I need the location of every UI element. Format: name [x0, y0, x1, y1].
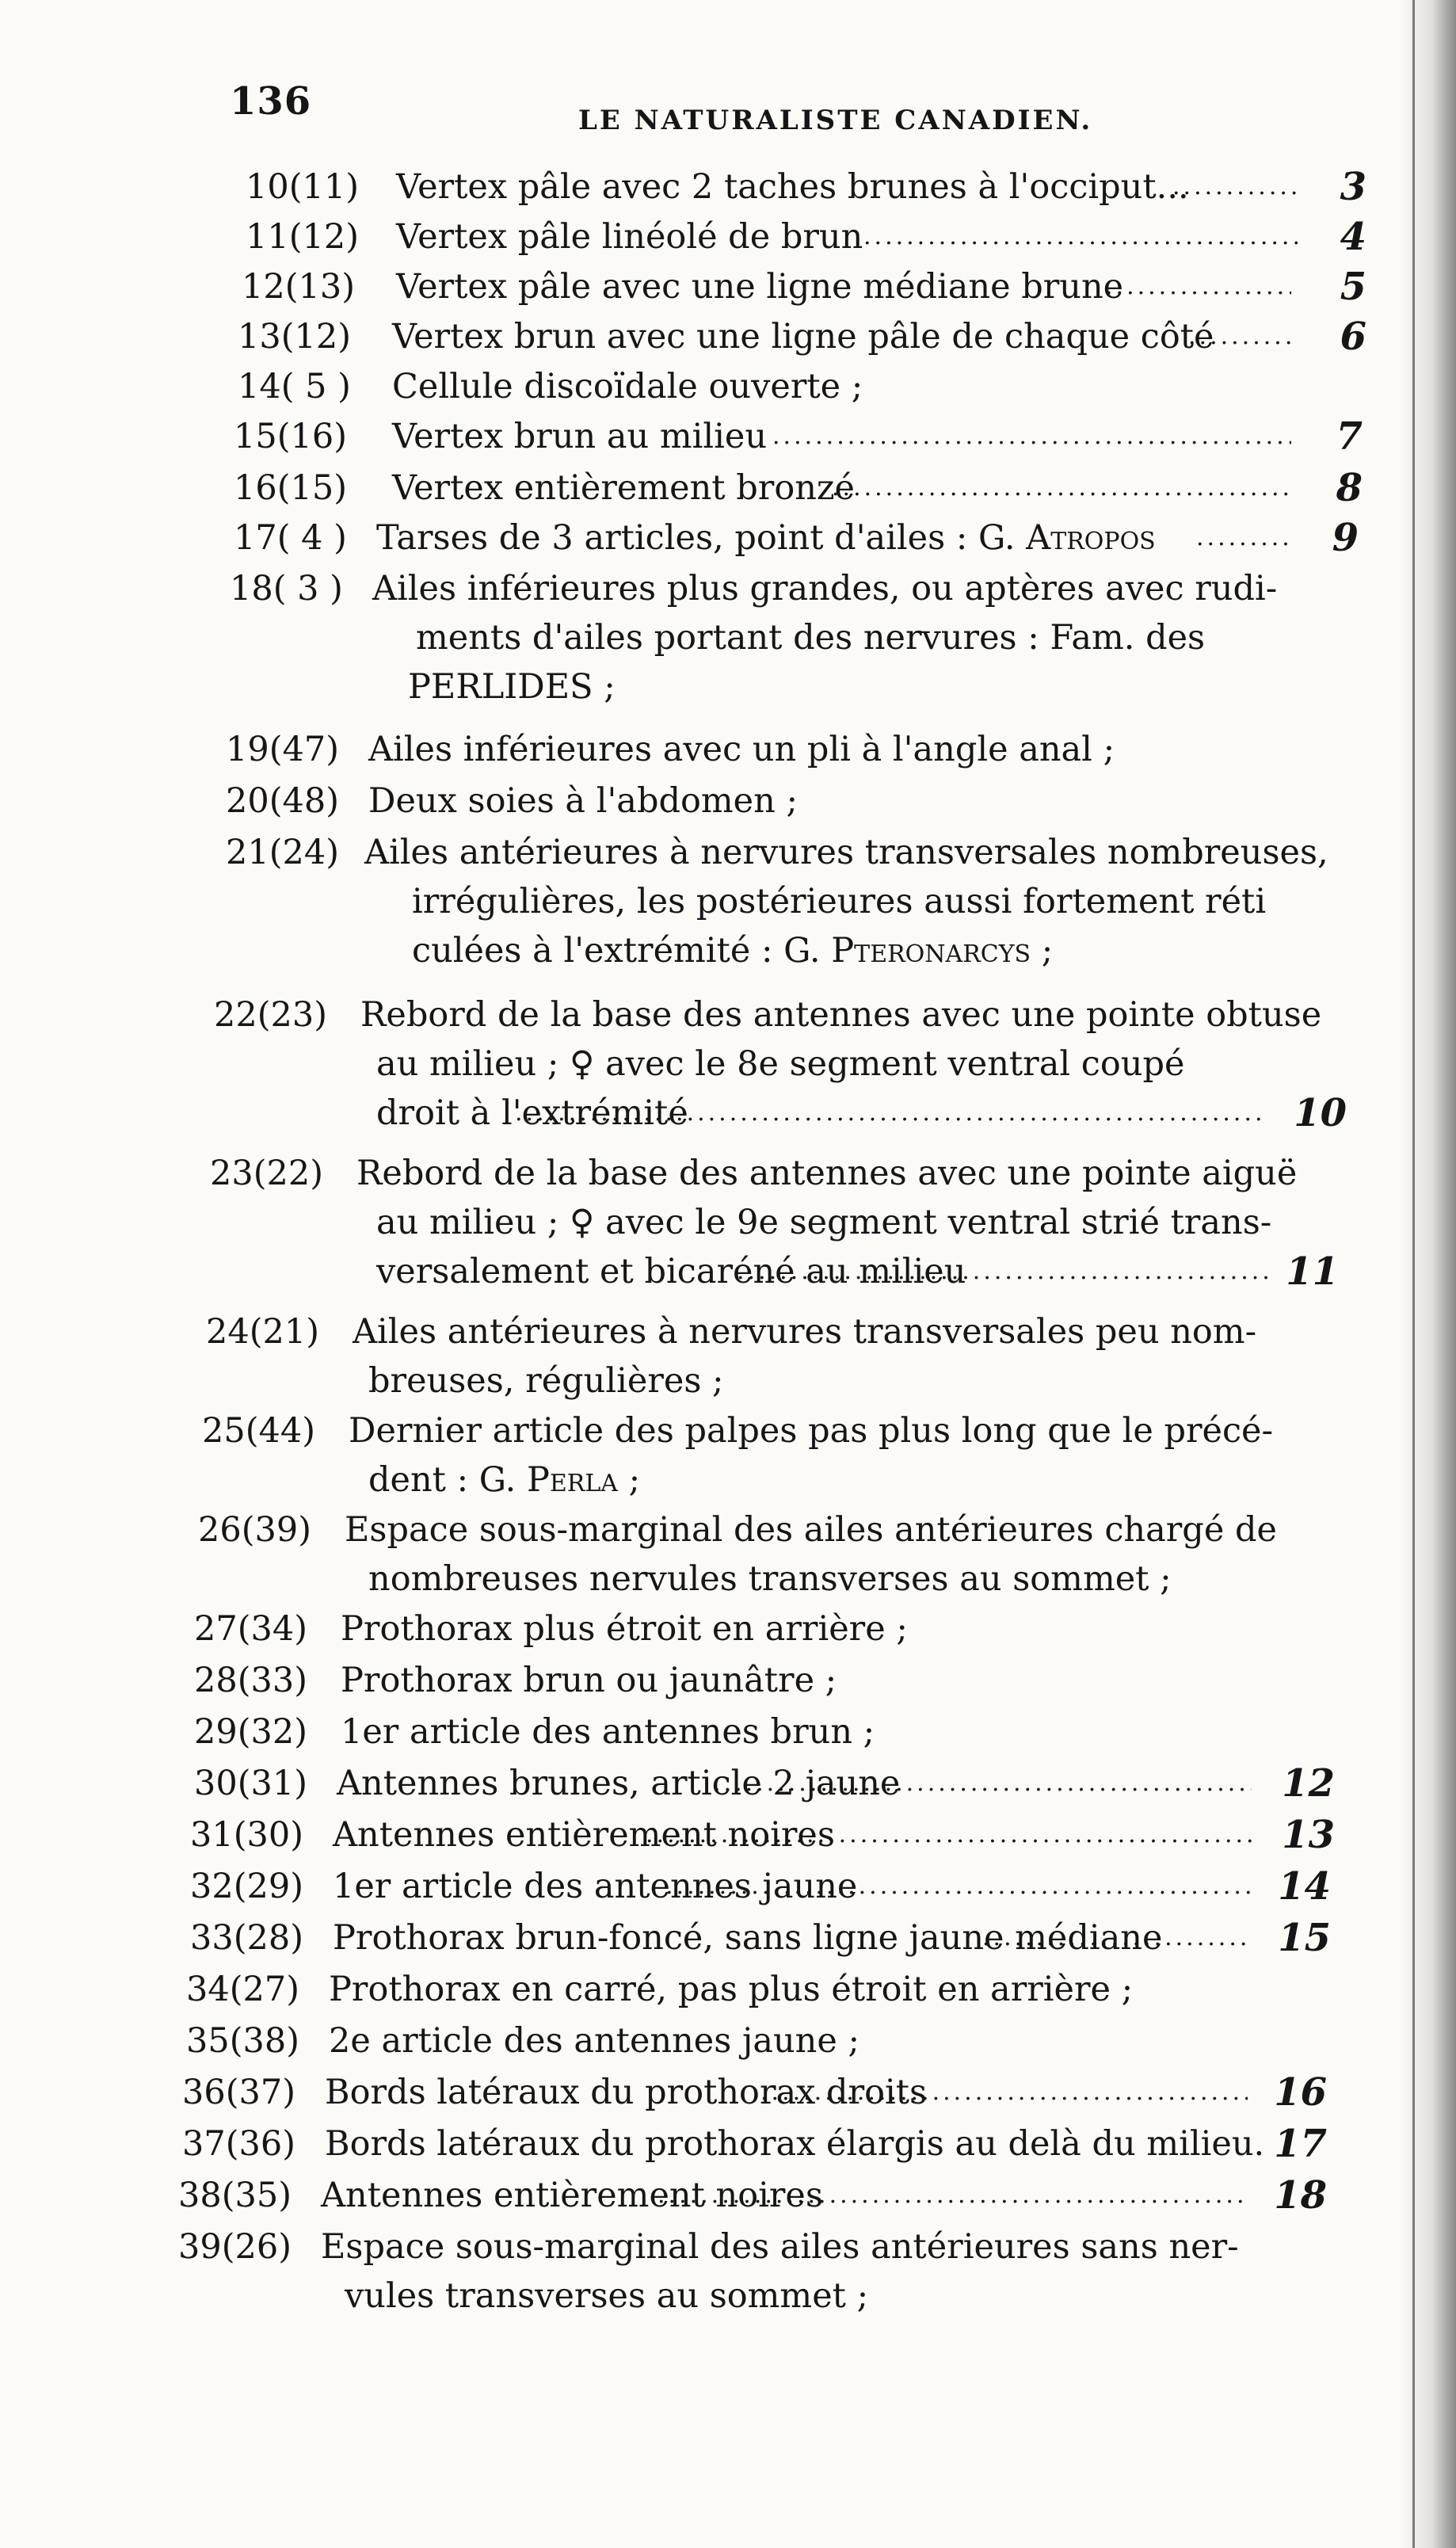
key-entry [238, 312, 1456, 361]
reference-number: 17 [1274, 2122, 1327, 2166]
reference-number: 4 [1340, 215, 1366, 259]
continuation-text: au milieu ; ♀ avec le 8e segment ventral coupé [376, 1044, 1185, 1084]
entry-continuation-line [178, 2271, 1456, 2321]
couplet-number: 15(16) [234, 417, 347, 456]
entry-first-line [234, 412, 1456, 461]
key-entry [230, 564, 1456, 711]
entry-continuation-line [206, 1356, 1456, 1406]
couplet-number: 24(21) [206, 1312, 319, 1352]
running-title: LE NATURALISTE CANADIEN. [578, 105, 1093, 136]
entry-first-line [182, 2119, 1456, 2168]
dot-leader [1196, 513, 1287, 563]
entry-first-line [226, 776, 1456, 826]
page-number: 136 [230, 79, 312, 124]
couplet-number: 17( 4 ) [234, 518, 347, 558]
reference-number: 8 [1336, 466, 1363, 510]
entry-first-line [194, 1656, 1456, 1705]
entry-continuation-line [198, 1554, 1456, 1604]
key-entry [190, 1913, 1456, 1962]
couplet-text: Dernier article des palpes pas plus long que le précé- [349, 1411, 1274, 1451]
couplet-text: Antennes entièrement noires [333, 1815, 835, 1855]
dot-leader [1188, 312, 1291, 361]
entry-first-line [194, 1707, 1456, 1757]
couplet-number: 39(26) [178, 2227, 292, 2267]
genus-name: Pteronarcys [831, 931, 1031, 971]
key-entry [186, 2016, 1456, 2065]
reference-number: 3 [1340, 165, 1366, 209]
entry-continuation-line [202, 1455, 1456, 1505]
dot-leader [1105, 262, 1291, 311]
reference-number: 7 [1336, 414, 1363, 459]
continuation-text: dent : G. Perla ; [368, 1460, 641, 1500]
key-entry [202, 1406, 1456, 1505]
dot-leader [657, 2171, 1244, 2220]
couplet-text: Ailes inférieures plus grandes, ou aptères avec rudi- [372, 569, 1278, 608]
entry-first-line [246, 162, 1456, 212]
entry-first-line [202, 1406, 1456, 1455]
entry-first-line [210, 1149, 1456, 1198]
couplet-number: 25(44) [202, 1411, 315, 1451]
couplet-number: 37(36) [182, 2124, 295, 2164]
reference-number: 5 [1340, 265, 1366, 309]
couplet-text: Prothorax plus étroit en arrière ; [341, 1609, 908, 1649]
continuation-text: nombreuses nervules transverses au sommet ; [368, 1559, 1172, 1599]
entry-continuation-line [210, 1198, 1456, 1247]
couplet-text: Cellule discoïdale ouverte ; [392, 367, 863, 406]
reference-number: 14 [1278, 1864, 1331, 1909]
continuation-text: ments d'ailes portant des nervures : Fam. des [416, 618, 1206, 658]
entry-first-line [186, 1965, 1456, 2014]
couplet-number: 11(12) [246, 217, 359, 257]
key-entry [186, 1965, 1456, 2014]
key-entry [234, 463, 1456, 513]
key-entry [238, 362, 1456, 411]
reference-number: 16 [1274, 2070, 1327, 2115]
couplet-text: Vertex brun au milieu [392, 417, 768, 456]
reference-number: 13 [1282, 1813, 1335, 1857]
couplet-number: 27(34) [194, 1609, 307, 1649]
key-entry [234, 412, 1456, 461]
dot-leader [713, 1759, 1252, 1808]
entry-first-line [178, 2171, 1456, 2220]
couplet-number: 31(30) [190, 1815, 303, 1855]
entry-first-line [230, 564, 1456, 613]
couplet-text: Vertex entièrement bronzé [392, 468, 856, 508]
entry-continuation-line [226, 877, 1456, 926]
entry-first-line [190, 1913, 1456, 1962]
entry-first-line [190, 1862, 1456, 1911]
dot-leader [1172, 162, 1299, 212]
couplet-text: Antennes brunes, article 2 jaune [337, 1764, 901, 1803]
genus-name: Perla [526, 1460, 618, 1500]
reference-number: 15 [1278, 1916, 1331, 1960]
entry-continuation-line [226, 926, 1456, 975]
dot-leader [515, 1089, 1267, 1138]
couplet-text: Rebord de la base des antennes avec une pointe obtuse [360, 995, 1322, 1035]
entry-continuation-line [210, 1247, 1456, 1296]
dot-leader [982, 1913, 1248, 1962]
couplet-number: 35(38) [186, 2021, 299, 2061]
entry-first-line [178, 2222, 1456, 2271]
entry-continuation-line [214, 1039, 1456, 1089]
couplet-text: Vertex brun avec une ligne pâle de chaque côté [392, 317, 1214, 357]
couplet-number: 36(37) [182, 2073, 295, 2112]
couplet-number: 33(28) [190, 1918, 303, 1958]
couplet-number: 14( 5 ) [238, 367, 351, 406]
couplet-text: Vertex pâle linéolé de brun [396, 217, 863, 257]
reference-number: 9 [1332, 516, 1359, 560]
continuation-text: breuses, régulières ; [368, 1361, 724, 1401]
couplet-number: 18( 3 ) [230, 569, 343, 608]
couplet-text: 1er article des antennes brun ; [341, 1712, 875, 1752]
entry-first-line [186, 2016, 1456, 2065]
couplet-text: Prothorax brun-foncé, sans ligne jaune médiane [333, 1918, 1163, 1958]
entry-first-line [226, 828, 1456, 877]
dot-leader [737, 1247, 1267, 1296]
key-entry [182, 2119, 1456, 2168]
key-entry [194, 1759, 1456, 1808]
couplet-text: Antennes entièrement noires [321, 2176, 823, 2215]
dot-leader [665, 1862, 1252, 1911]
key-entry [206, 1307, 1456, 1406]
reference-number: 10 [1294, 1091, 1347, 1135]
couplet-text: Ailes antérieures à nervures transversales nombreuses, [364, 833, 1328, 872]
genus-name: Atropos [1015, 518, 1156, 558]
key-entry [182, 2068, 1456, 2117]
couplet-text: Prothorax brun ou jaunâtre ; [341, 1661, 837, 1700]
entry-first-line [226, 725, 1456, 774]
entry-first-line [206, 1307, 1456, 1356]
continuation-text: culées à l'extrémité : G. Pteronarcys ; [412, 931, 1054, 971]
couplet-number: 29(32) [194, 1712, 307, 1752]
entry-first-line [194, 1604, 1456, 1654]
entry-first-line [182, 2068, 1456, 2117]
entry-first-line [238, 362, 1456, 411]
couplet-number: 20(48) [226, 781, 339, 821]
couplet-text: Espace sous-marginal des ailes antérieures chargé de [345, 1510, 1277, 1550]
entry-continuation-line [230, 662, 1456, 711]
couplet-number: 21(24) [226, 833, 339, 872]
entry-first-line [214, 990, 1456, 1039]
entry-first-line [234, 463, 1456, 513]
page-header [0, 0, 1456, 158]
continuation-text: vules transverses au sommet ; [345, 2276, 869, 2316]
couplet-number: 38(35) [178, 2176, 292, 2215]
key-entry [178, 2171, 1456, 2220]
continuation-text: irrégulières, les postérieures aussi fortement réti [412, 882, 1267, 921]
reference-number: 6 [1340, 315, 1366, 359]
key-entry [194, 1707, 1456, 1757]
dot-leader [832, 463, 1291, 513]
entry-continuation-line [214, 1089, 1456, 1138]
entry-first-line [238, 312, 1456, 361]
key-entry [234, 513, 1456, 563]
entry-first-line [246, 212, 1456, 261]
entry-first-line [198, 1505, 1456, 1554]
couplet-text: Tarses de 3 articles, point d'ailes : G. Atropos [376, 518, 1156, 558]
reference-number: 18 [1274, 2173, 1327, 2218]
couplet-text: Espace sous-marginal des ailes antérieures sans ner- [321, 2227, 1239, 2267]
couplet-text: Bords latéraux du prothorax élargis au delà du milieu. [325, 2124, 1265, 2164]
continuation-text: versalement et bicaréné au milieu [376, 1252, 966, 1291]
key-entry [226, 725, 1456, 774]
couplet-number: 30(31) [194, 1764, 307, 1803]
entry-first-line [190, 1810, 1456, 1860]
couplet-text: Vertex pâle avec une ligne médiane brune [396, 267, 1124, 307]
key-entry [194, 1604, 1456, 1654]
key-entry [242, 262, 1456, 311]
couplet-number: 10(11) [246, 167, 359, 207]
couplet-text: Ailes antérieures à nervures transversales peu nom- [353, 1312, 1257, 1352]
couplet-text: Prothorax en carré, pas plus étroit en arrière ; [329, 1970, 1134, 2009]
dot-leader [863, 212, 1299, 261]
continuation-text: PERLIDES ; [408, 667, 616, 707]
couplet-number: 12(13) [242, 267, 355, 307]
couplet-text: Ailes inférieures avec un pli à l'angle anal ; [368, 730, 1115, 769]
couplet-number: 19(47) [226, 730, 339, 769]
entry-first-line [242, 262, 1456, 311]
couplet-text: Vertex pâle avec 2 taches brunes à l'occiput... [396, 167, 1189, 207]
couplet-text: Deux soies à l'abdomen ; [368, 781, 798, 821]
couplet-number: 32(29) [190, 1867, 303, 1906]
couplet-number: 16(15) [234, 468, 347, 508]
key-entry [210, 1149, 1456, 1296]
key-entry [226, 776, 1456, 826]
couplet-number: 34(27) [186, 1970, 299, 2009]
couplet-number: 26(39) [198, 1510, 311, 1550]
dot-leader [646, 1810, 1252, 1860]
continuation-text: droit à l'extrémité [376, 1093, 688, 1133]
reference-number: 11 [1286, 1249, 1339, 1294]
continuation-text: au milieu ; ♀ avec le 9e segment ventral strié trans- [376, 1203, 1272, 1242]
key-entry [226, 828, 1456, 975]
dot-leader [760, 2068, 1248, 2117]
entry-continuation-line [230, 613, 1456, 662]
key-entry [198, 1505, 1456, 1604]
couplet-text: Rebord de la base des antennes avec une pointe aiguë [356, 1154, 1298, 1193]
couplet-number: 28(33) [194, 1661, 307, 1700]
key-entry [190, 1810, 1456, 1860]
couplet-text: Bords latéraux du prothorax droits [325, 2073, 928, 2112]
couplet-number: 13(12) [238, 317, 351, 357]
reference-number: 12 [1282, 1761, 1335, 1806]
couplet-text: 2e article des antennes jaune ; [329, 2021, 859, 2061]
couplet-number: 22(23) [214, 995, 327, 1035]
couplet-text: 1er article des antennes jaune [333, 1867, 858, 1906]
entry-first-line [234, 513, 1456, 563]
dot-leader [772, 412, 1291, 461]
key-entry [194, 1656, 1456, 1705]
key-entry [190, 1862, 1456, 1911]
key-entry [246, 212, 1456, 261]
couplet-number: 23(22) [210, 1154, 323, 1193]
key-entry [214, 990, 1456, 1138]
entry-first-line [194, 1759, 1456, 1808]
key-entry [178, 2222, 1456, 2321]
key-entry [246, 162, 1456, 212]
